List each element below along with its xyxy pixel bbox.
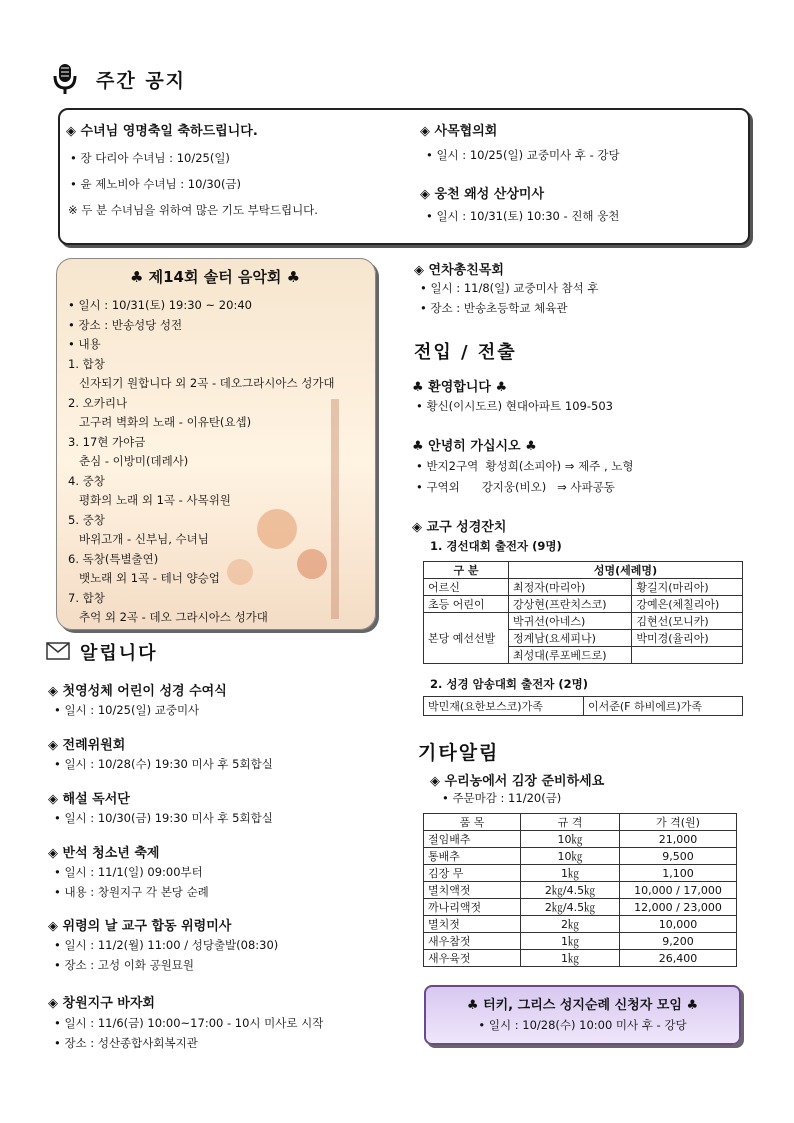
table-cell: 절임배추	[424, 831, 521, 848]
yeoncha-title: ◈ 연차총친목회	[414, 263, 504, 278]
concert-line: 신자되기 원합니다 외 2곡 - 데오그라시아스 성가대	[68, 376, 335, 390]
transfer-title: 전입 / 전출	[414, 342, 517, 363]
mass-line: • 일시 : 10/31(토) 10:30 - 진해 웅천	[426, 209, 620, 223]
mass-title: ◈ 웅천 왜성 산상미사	[420, 187, 545, 202]
table-cell: 정계남(요세피나)	[509, 630, 632, 647]
table-cell: 10㎏	[521, 848, 620, 865]
table-cell: 박미경(율리아)	[632, 630, 743, 647]
notice-line: • 일시 : 10/30(금) 19:30 미사 후 5회합실	[54, 811, 273, 825]
concert-line: 뱃노래 외 1곡 - 테너 양승업	[68, 571, 220, 585]
table-cell: 김장 무	[424, 865, 521, 882]
notice-title: ◈ 창원지구 바자회	[48, 996, 155, 1011]
table-cell: 2㎏	[521, 916, 620, 933]
table-cell: 강상현(프란치스코)	[509, 596, 632, 613]
table-header: 품 목	[424, 814, 521, 831]
microphone-icon	[52, 62, 78, 96]
table-cell	[632, 647, 743, 664]
table-cell: 26,400	[620, 950, 737, 967]
table-header: 성명(세례명)	[509, 562, 743, 579]
concert-line: • 일시 : 10/31(토) 19:30 ~ 20:40	[68, 298, 252, 312]
table-cell: 황길지(마리아)	[632, 579, 743, 596]
table-cell: 어르신	[424, 579, 509, 596]
table-row	[424, 831, 737, 848]
table-cell: 박민재(요한보스코)가족	[424, 697, 584, 716]
table-cell: 1㎏	[521, 865, 620, 882]
notice-line: • 일시 : 11/2(월) 11:00 / 성당출발(08:30)	[54, 938, 279, 952]
table-header: 가 격(원)	[620, 814, 737, 831]
yeoncha-line: • 장소 : 반송초등학교 체육관	[420, 301, 568, 315]
feast-line: ※ 두 분 수녀님을 위하여 많은 기도 부탁드립니다.	[68, 203, 318, 217]
concert-line: 5. 중창	[68, 512, 105, 527]
table-cell: 까나리액젓	[424, 899, 521, 916]
bible-sub2: 2. 성경 암송대회 출전자 (2명)	[430, 677, 588, 691]
concert-line: 바위고개 - 신부님, 수녀님	[68, 532, 209, 546]
table-row	[424, 697, 743, 716]
notice-line: • 내용 : 창원지구 각 본당 순례	[54, 885, 209, 899]
concert-line: • 내용	[68, 337, 101, 351]
table-row	[424, 865, 737, 882]
pilgrimage-line: • 일시 : 10/28(수) 10:00 미사 후 - 강당	[478, 1018, 687, 1032]
table-cell: 9,500	[620, 848, 737, 865]
table-row	[424, 596, 743, 613]
concert-line: 4. 중창	[68, 473, 105, 488]
table-cell: 10,000	[620, 916, 737, 933]
concert-line: • 장소 : 반송성당 성전	[68, 317, 183, 332]
concert-line: 평화의 노래 외 1곡 - 사목위원	[68, 493, 231, 507]
bible-sub1: 1. 경선대회 출전자 (9명)	[430, 539, 562, 553]
table-row	[424, 848, 737, 865]
table-cell: 1㎏	[521, 933, 620, 950]
notice-title: ◈ 해설 독서단	[48, 792, 130, 807]
council-line: • 일시 : 10/25(일) 교중미사 후 - 강당	[426, 148, 620, 162]
yeoncha-line: • 일시 : 11/8(일) 교중미사 참석 후	[420, 281, 599, 295]
table-cell: 1,100	[620, 865, 737, 882]
table-cell: 10㎏	[521, 831, 620, 848]
farewell-line: • 반지2구역 황성희(소피아) ⇒ 제주 , 노형	[416, 459, 634, 473]
table-cell: 새우참젓	[424, 933, 521, 950]
table-cell: 21,000	[620, 831, 737, 848]
kimjang-line: • 주문마감 : 11/20(금)	[442, 791, 562, 805]
table-row	[424, 579, 743, 596]
table-cell: 최정자(마리아)	[509, 579, 632, 596]
notice-line: • 일시 : 10/25(일) 교중미사	[54, 703, 200, 717]
concert-line: 7. 합창	[68, 590, 105, 605]
table-cell: 1㎏	[521, 950, 620, 967]
table-cell: 새우육젓	[424, 950, 521, 967]
notice-line: • 일시 : 11/6(금) 10:00~17:00 - 10시 미사로 시작	[54, 1016, 324, 1030]
table-header: 규 격	[521, 814, 620, 831]
concert-line: 2. 오카리나	[68, 395, 128, 410]
concert-title: ♣ 제14회 솔터 음악회 ♣	[129, 268, 301, 286]
bible-title: ◈ 교구 성경잔치	[412, 520, 507, 535]
notice-title: ◈ 위령의 날 교구 합동 위령미사	[48, 919, 232, 934]
table-cell: 김현선(모니카)	[632, 613, 743, 630]
table-header: 구 분	[424, 562, 509, 579]
feast-line: • 장 다리아 수녀님 : 10/25(일)	[70, 151, 230, 165]
bible-table	[423, 561, 743, 664]
page-title: 주간 공지	[96, 70, 187, 92]
table-row	[424, 933, 737, 950]
concert-line: 고구려 벽화의 노래 - 이유탄(요셉)	[68, 415, 252, 429]
council-title: ◈ 사목협의회	[420, 124, 498, 139]
farewell-title: ♣ 안녕히 가십시오 ♣	[412, 439, 537, 454]
table-cell: 강예은(체칠리아)	[632, 596, 743, 613]
feast-line: • 윤 제노비아 수녀님 : 10/30(금)	[70, 177, 242, 191]
kimjang-title: ◈ 우리농에서 김장 준비하세요	[430, 774, 605, 789]
concert-line: 3. 17현 가야금	[68, 434, 146, 449]
table-cell: 10,000 / 17,000	[620, 882, 737, 899]
concert-line: 추억 외 2곡 - 데오 그라시아스 성가대	[68, 610, 268, 624]
notice-line: • 장소 : 고성 이화 공원묘원	[54, 958, 195, 972]
table-cell: 2㎏/4.5㎏	[521, 882, 620, 899]
table-cell: 멸치젓	[424, 916, 521, 933]
price-table	[423, 813, 737, 967]
concert-line: 6. 독창(특별출연)	[68, 551, 159, 566]
farewell-line: • 구역외 강지웅(비오) ⇒ 사파공동	[416, 480, 615, 494]
concert-line: 1. 합창	[68, 356, 105, 371]
welcome-line: • 황신(이시도르) 현대아파트 109-503	[416, 399, 613, 413]
pilgrimage-title: ♣ 터키, 그리스 성지순례 신청자 모임 ♣	[466, 998, 699, 1013]
table-cell: 2㎏/4.5㎏	[521, 899, 620, 916]
notice-title: ◈ 첫영성체 어린이 성경 수여식	[48, 684, 227, 699]
envelope-icon	[46, 642, 70, 664]
notice-title: ◈ 반석 청소년 축제	[48, 846, 160, 861]
table-row	[424, 916, 737, 933]
concert-lines	[68, 296, 368, 628]
table-cell: 이서준(F 하비에르)가족	[584, 697, 743, 716]
table-row	[424, 899, 737, 916]
notice-title: ◈ 전례위원회	[48, 738, 126, 753]
feast-title: ◈ 수녀님 영명축일 축하드립니다.	[66, 124, 258, 139]
table-cell: 박귀선(아네스)	[509, 613, 632, 630]
notice-line: • 장소 : 성산종합사회복지관	[54, 1036, 198, 1050]
table-row	[424, 882, 737, 899]
recite-table	[423, 696, 743, 716]
table-cell: 최성대(루포베드로)	[509, 647, 632, 664]
table-cell: 12,000 / 23,000	[620, 899, 737, 916]
table-row	[424, 613, 743, 630]
notice-line: • 일시 : 11/1(일) 09:00부터	[54, 865, 203, 879]
welcome-title: ♣ 환영합니다 ♣	[412, 380, 508, 395]
table-cell: 멸치액젓	[424, 882, 521, 899]
table-cell: 본당 예선선발	[424, 613, 509, 664]
notice-line: • 일시 : 10/28(수) 19:30 미사 후 5회합실	[54, 757, 273, 771]
table-cell: 9,200	[620, 933, 737, 950]
table-cell: 초등 어린이	[424, 596, 509, 613]
table-cell: 통배추	[424, 848, 521, 865]
table-row	[424, 950, 737, 967]
notices-title: 알립니다	[80, 643, 158, 664]
concert-line: 춘심 - 이방미(데레사)	[68, 454, 189, 468]
others-title: 기타알림	[418, 742, 500, 764]
